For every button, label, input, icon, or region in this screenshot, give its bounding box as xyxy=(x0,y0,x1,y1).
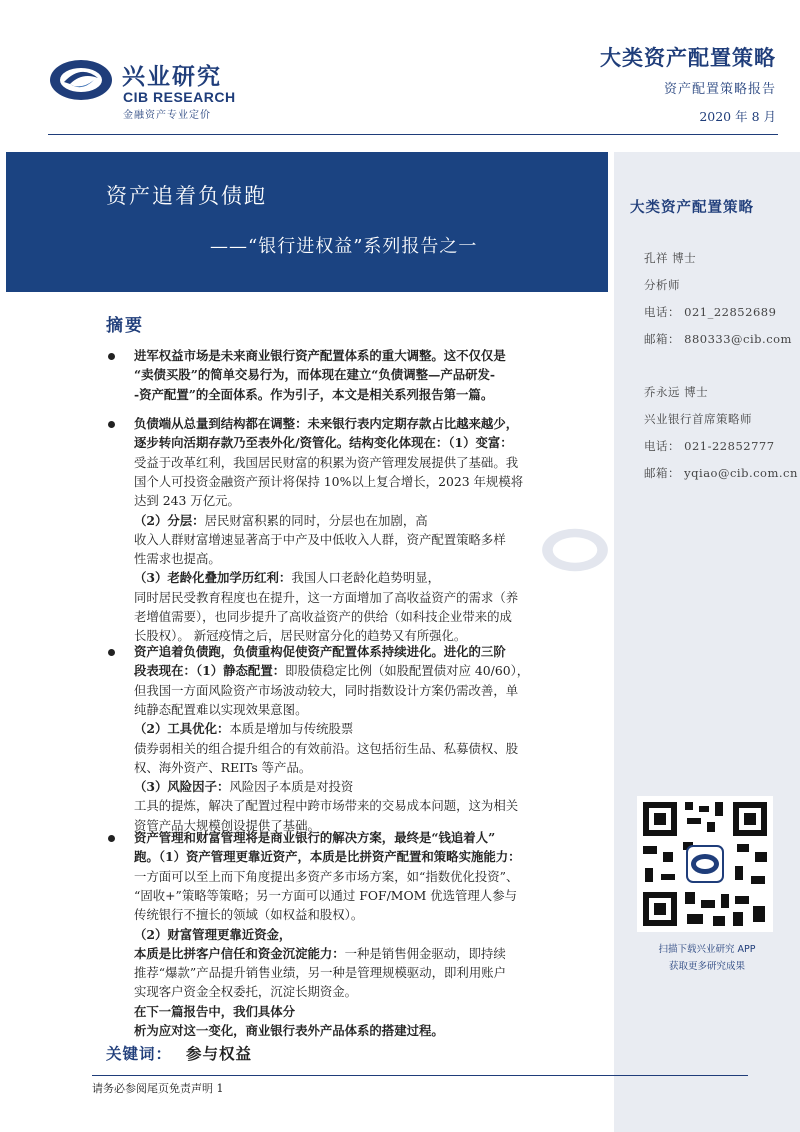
analyst1-role: 分析师 xyxy=(644,278,680,292)
keywords-value: 参与权益 xyxy=(186,1044,253,1063)
qr-code-icon[interactable] xyxy=(637,796,773,932)
abstract-line: “固收+”策略等策略；另一方面可以通过 FOF/MOM 优选管理人参与 xyxy=(134,887,517,903)
title-banner xyxy=(6,152,608,292)
logo-english-name: CIB RESEARCH xyxy=(123,89,236,105)
qr-caption-download: 扫描下载兴业研究 APP xyxy=(658,944,756,955)
abstract-line: -资产配置”的全面体系。作为引子，本文是相关系列报告第一篇。 xyxy=(134,386,494,402)
header-divider xyxy=(48,134,778,135)
keywords-label: 关键词： xyxy=(106,1044,173,1063)
footer-disclaimer: 请务必参阅尾页免责声明 1 xyxy=(92,1082,224,1095)
abstract-heading: 摘要 xyxy=(106,316,144,336)
report-subtitle: ——“银行进权益”系列报告之一 xyxy=(210,236,478,257)
abstract-line: 一方面可以至上而下角度提出多资产多市场方案，如“指数优化投资”、 xyxy=(134,868,519,884)
analyst1-phone: 电话： 021_22852689 xyxy=(644,305,777,319)
abstract-line: 债券弱相关的组合提升组合的有效前沿。这包括衍生品、私募债权、股 xyxy=(134,740,519,756)
analyst1-name: 孔祥 博士 xyxy=(644,251,697,265)
abstract-line: 工具的提炼，解决了配置过程中跨市场带来的交易成本问题，这为相关 xyxy=(134,798,519,814)
qr-caption-more: 获取更多研究成果 xyxy=(668,961,745,972)
abstract-line: 资管产品大规模创设提供了基础。 xyxy=(134,817,320,833)
abstract-line: （2）工具优化：本质是增加与传统股票 xyxy=(134,721,354,737)
watermark-logo-icon xyxy=(540,520,610,580)
abstract-line: 达到 243 万亿元。 xyxy=(134,493,240,509)
abstract-line: （2）财富管理更靠近资金， xyxy=(134,926,292,942)
sidebar xyxy=(614,152,800,1132)
sidebar-title: 大类资产配置策略 xyxy=(630,199,754,216)
analyst2-email[interactable]: 邮箱： yqiao@cib.com.cn xyxy=(644,466,798,480)
abstract-line: 逐步转向活期存款乃至表外化/资管化。结构变化体现在：（1）变富： xyxy=(134,435,513,451)
abstract-line: 同时居民受教育程度也在提升，这一方面增加了高收益资产的需求（养 xyxy=(134,589,519,605)
analyst2-role: 兴业银行首席策略师 xyxy=(644,412,752,426)
bullet-marker xyxy=(108,649,115,656)
abstract-line: 长股权）。 新冠疫情之后，居民财富分化的趋势又有所强化。 xyxy=(134,628,467,644)
abstract-line: 段表现在：（1）静态配置：即股债稳定比例（如股配置债对应 40/60）， xyxy=(134,663,530,679)
report-title: 资产追着负债跑 xyxy=(106,184,267,208)
abstract-line: 负债端从总量到结构都在调整：未来银行表内定期存款占比越来越少， xyxy=(134,416,519,431)
abstract-line: 实现客户资金全权委托，沉淀长期资金。 xyxy=(134,984,358,1000)
abstract-line: 传统银行不擅长的领域（如权益和股权）。 xyxy=(134,907,364,923)
header-date: 2020 年 8 月 xyxy=(699,109,776,124)
abstract-line: （3）风险因子：风险因子本质是对投资 xyxy=(134,779,354,795)
analyst2-phone: 电话： 021-22852777 xyxy=(644,439,775,453)
logo-slogan: 金融资产专业定价 xyxy=(123,110,211,121)
abstract-line: 但我国一方面风险资产市场波动较大，同时指数设计方案仍需改善，单 xyxy=(134,682,519,698)
abstract-line: 析为应对这一变化，商业银行表外产品体系的搭建过程。 xyxy=(134,1023,444,1038)
abstract-line: “卖债买股”的简单交易行为，而体现在建立“负债调整—产品研发- xyxy=(134,367,496,383)
bullet-marker xyxy=(108,421,115,428)
abstract-line: （3）老龄化叠加学历红利：我国人口老龄化趋势明显， xyxy=(134,570,440,586)
header-report-type: 资产配置策略报告 xyxy=(663,82,776,97)
abstract-line: （2）分层：居民财富积累的同时，分层也在加剧，高 xyxy=(134,512,428,528)
bullet-marker xyxy=(108,835,115,842)
abstract-line: 资产追着负债跑，负债重构促使资产配置体系持续进化。进化的三阶 xyxy=(134,644,506,659)
logo-chinese-name: 兴业研究 xyxy=(122,64,222,90)
analyst2-name: 乔永远 博士 xyxy=(644,385,709,399)
abstract-line: 受益于改革红利，我国居民财富的积累为资产管理发展提供了基础。我 xyxy=(134,454,519,470)
abstract-line: 资产管理和财富管理将是商业银行的解决方案，最终是“钱追着人” xyxy=(134,830,496,845)
abstract-line: 跑。（1）资产管理更靠近资产，本质是比拼资产配置和策略实施能力： xyxy=(134,849,521,865)
bullet-marker xyxy=(108,353,115,360)
abstract-line: 在下一篇报告中，我们具体分 xyxy=(134,1003,296,1019)
abstract-line: 权、海外资产、REITs 等产品。 xyxy=(134,759,312,775)
abstract-line: 国个人可投资金融资产预计将保持 10%以上复合增长，2023 年规模将 xyxy=(134,473,524,489)
analyst1-email[interactable]: 邮箱： 880333@cib.com xyxy=(644,332,792,346)
abstract-line: 本质是比拼客户信任和资金沉淀能力：一种是销售佣金驱动，即持续 xyxy=(134,945,506,961)
abstract-line: 推荐“爆款”产品提升销售业绩，另一种是管理规模驱动，即利用账户 xyxy=(134,965,506,981)
abstract-line: 进军权益市场是未来商业银行资产配置体系的重大调整。这不仅仅是 xyxy=(134,348,506,363)
abstract-line: 纯静态配置难以实现效果意图。 xyxy=(134,701,308,717)
cib-logo-icon xyxy=(48,58,114,102)
header-title: 大类资产配置策略 xyxy=(600,45,776,70)
abstract-line: 老增值需要），也同步提升了高收益资产的供给（如科技企业带来的成 xyxy=(134,609,512,624)
footer-divider xyxy=(92,1075,748,1076)
abstract-line: 收入人群财富增速显著高于中产及中低收入人群，资产配置策略多样 xyxy=(134,531,506,547)
abstract-line: 性需求也提高。 xyxy=(134,551,221,567)
